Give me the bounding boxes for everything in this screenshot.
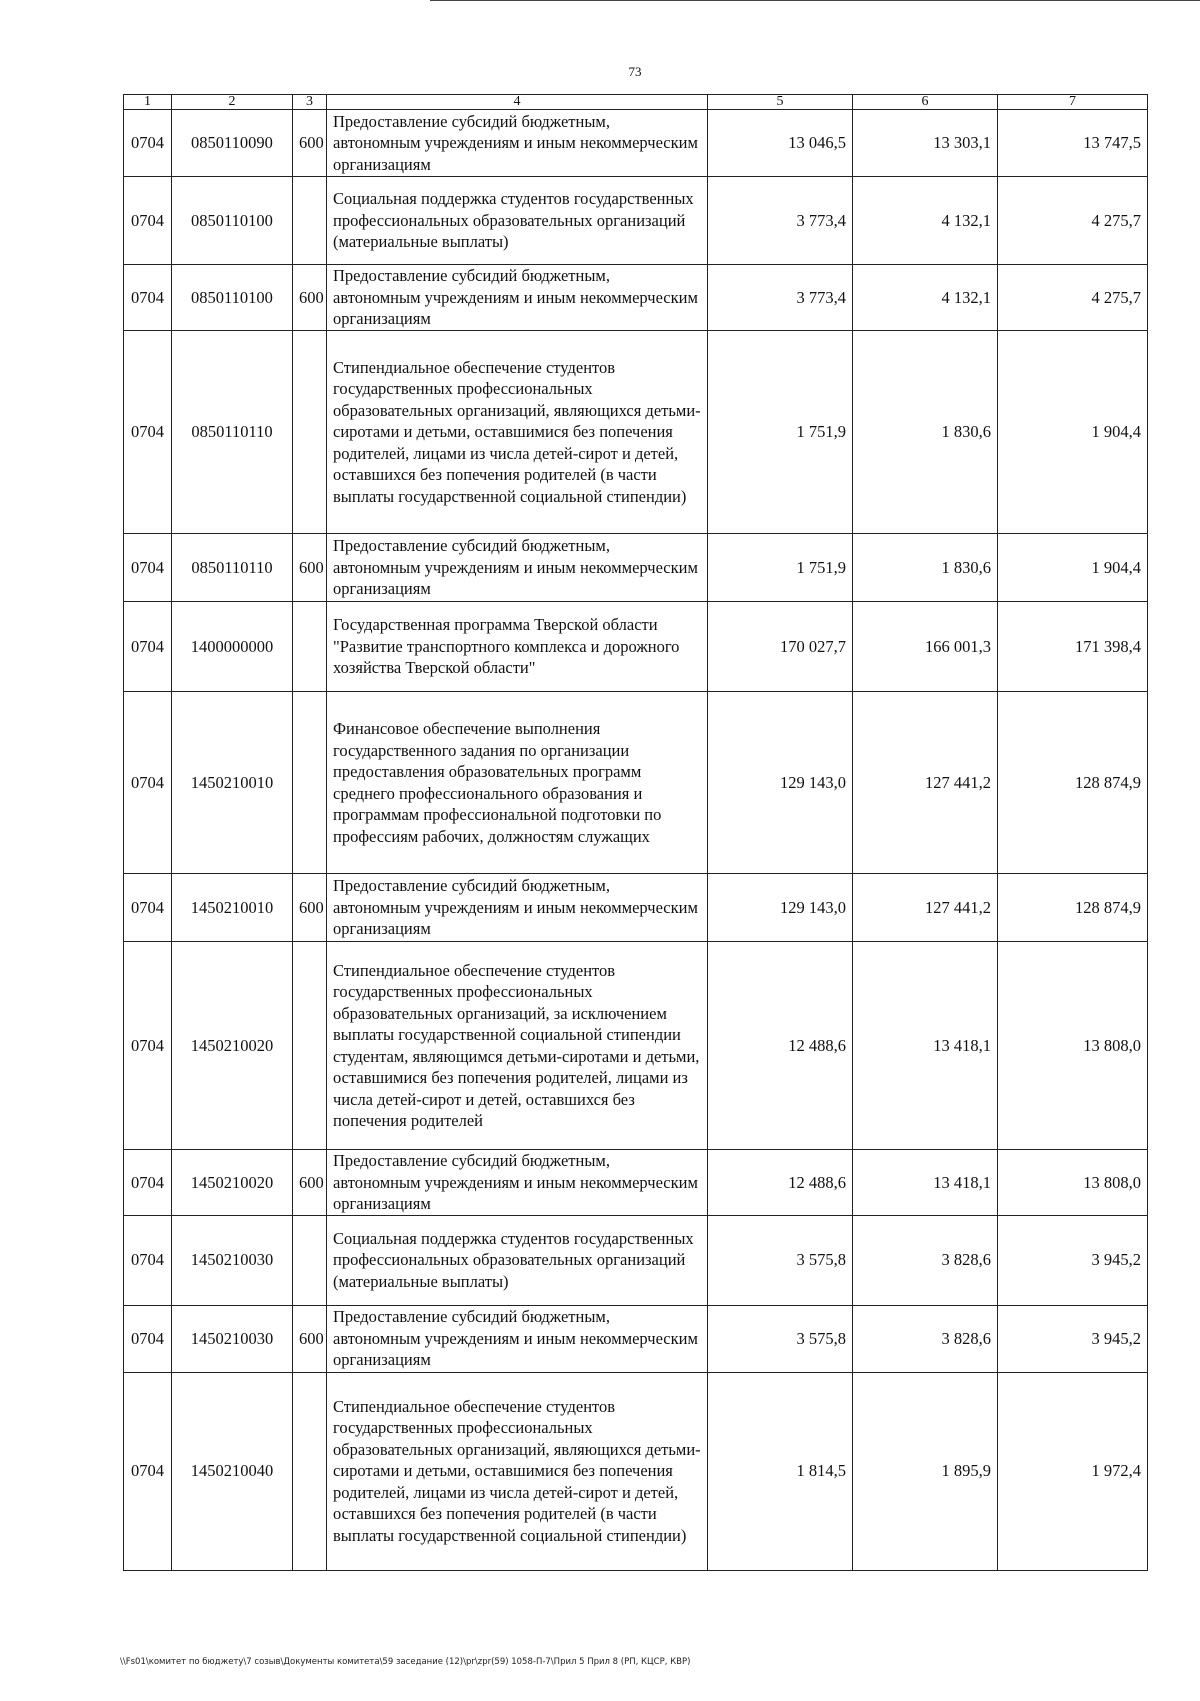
- amount-year-2-cell: 127 441,2: [853, 692, 998, 874]
- amount-year-3-cell: 128 874,9: [998, 874, 1148, 942]
- table-row: [124, 692, 1148, 874]
- target-article-code-cell: 1450210020: [172, 942, 293, 1150]
- amount-year-1-cell: 129 143,0: [708, 692, 853, 874]
- expense-type-code-cell: 600: [293, 534, 327, 602]
- expense-type-code-cell: [293, 1215, 327, 1305]
- section-code-cell: 0704: [124, 942, 172, 1150]
- item-name-cell: Государственная программа Тверской области "Развитие транспортного комплекса и дорожного хозяйства Тверской области": [327, 602, 708, 692]
- amount-year-3-cell: 3 945,2: [998, 1215, 1148, 1305]
- table-row: [124, 1215, 1148, 1305]
- table-row: [124, 177, 1148, 265]
- amount-year-2-cell: 4 132,1: [853, 177, 998, 265]
- expense-type-code-cell: [293, 331, 327, 534]
- amount-year-3-cell: 13 808,0: [998, 942, 1148, 1150]
- section-code-cell: 0704: [124, 331, 172, 534]
- amount-year-2-cell: 3 828,6: [853, 1215, 998, 1305]
- target-article-code-cell: 0850110110: [172, 534, 293, 602]
- scan-edge-line: [430, 0, 1200, 1]
- amount-year-2-cell: 166 001,3: [853, 602, 998, 692]
- table-body: [124, 110, 1148, 1571]
- target-article-code-cell: 1400000000: [172, 602, 293, 692]
- amount-year-2-cell: 1 830,6: [853, 534, 998, 602]
- item-name-cell: Финансовое обеспечение выполнения государственного задания по организации предоставления образовательных программ среднего профессионального образования и программам профессиональной подготовки по профессиям рабочих, должностям служащих: [327, 692, 708, 874]
- column-header: 4: [327, 95, 708, 110]
- expense-type-code-cell: 600: [293, 1305, 327, 1372]
- amount-year-3-cell: 4 275,7: [998, 265, 1148, 331]
- amount-year-1-cell: 3 773,4: [708, 177, 853, 265]
- expense-type-code-cell: 600: [293, 874, 327, 942]
- table-row: [124, 265, 1148, 331]
- table-row: [124, 874, 1148, 942]
- item-name-cell: Предоставление субсидий бюджетным, автономным учреждениям и иным некоммерческим организациям: [327, 1305, 708, 1372]
- amount-year-3-cell: 13 808,0: [998, 1150, 1148, 1216]
- page-number: 73: [628, 64, 642, 79]
- amount-year-2-cell: 13 418,1: [853, 1150, 998, 1216]
- table-row: [124, 331, 1148, 534]
- file-path-footer: \\Fs01\комитет по бюджету\7 созыв\Документы комитета\59 заседание (12)\pr\zpr(59) 1058-П-7\Прил 5 Прил 8 (РП, КЦСР, КВР): [120, 1657, 691, 1667]
- target-article-code-cell: 0850110090: [172, 110, 293, 177]
- amount-year-2-cell: 13 418,1: [853, 942, 998, 1150]
- amount-year-2-cell: 13 303,1: [853, 110, 998, 177]
- amount-year-1-cell: 12 488,6: [708, 942, 853, 1150]
- table-row: [124, 1372, 1148, 1570]
- section-code-cell: 0704: [124, 1150, 172, 1216]
- column-header: 2: [172, 95, 293, 110]
- amount-year-3-cell: 13 747,5: [998, 110, 1148, 177]
- target-article-code-cell: 1450210010: [172, 692, 293, 874]
- item-name-cell: Предоставление субсидий бюджетным, автономным учреждениям и иным некоммерческим организациям: [327, 265, 708, 331]
- amount-year-2-cell: 3 828,6: [853, 1305, 998, 1372]
- amount-year-1-cell: 3 575,8: [708, 1305, 853, 1372]
- table-row: [124, 942, 1148, 1150]
- section-code-cell: 0704: [124, 602, 172, 692]
- target-article-code-cell: 1450210030: [172, 1215, 293, 1305]
- amount-year-2-cell: 1 830,6: [853, 331, 998, 534]
- target-article-code-cell: 0850110100: [172, 265, 293, 331]
- amount-year-1-cell: 1 814,5: [708, 1372, 853, 1570]
- amount-year-3-cell: 3 945,2: [998, 1305, 1148, 1372]
- amount-year-3-cell: 1 904,4: [998, 331, 1148, 534]
- section-code-cell: 0704: [124, 1305, 172, 1372]
- section-code-cell: 0704: [124, 1215, 172, 1305]
- item-name-cell: Предоставление субсидий бюджетным, автономным учреждениям и иным некоммерческим организациям: [327, 1150, 708, 1216]
- amount-year-2-cell: 4 132,1: [853, 265, 998, 331]
- amount-year-2-cell: 127 441,2: [853, 874, 998, 942]
- amount-year-1-cell: 129 143,0: [708, 874, 853, 942]
- column-header: 6: [853, 95, 998, 110]
- section-code-cell: 0704: [124, 177, 172, 265]
- amount-year-1-cell: 3 575,8: [708, 1215, 853, 1305]
- expense-type-code-cell: 600: [293, 265, 327, 331]
- table-row: [124, 1150, 1148, 1216]
- expense-type-code-cell: [293, 1372, 327, 1570]
- item-name-cell: Социальная поддержка студентов государственных профессиональных образовательных организаций (материальные выплаты): [327, 177, 708, 265]
- target-article-code-cell: 1450210020: [172, 1150, 293, 1216]
- amount-year-1-cell: 1 751,9: [708, 534, 853, 602]
- expense-type-code-cell: 600: [293, 110, 327, 177]
- section-code-cell: 0704: [124, 265, 172, 331]
- target-article-code-cell: 0850110100: [172, 177, 293, 265]
- amount-year-3-cell: 1 904,4: [998, 534, 1148, 602]
- table-row: [124, 602, 1148, 692]
- item-name-cell: Предоставление субсидий бюджетным, автономным учреждениям и иным некоммерческим организациям: [327, 874, 708, 942]
- target-article-code-cell: 0850110110: [172, 331, 293, 534]
- expense-type-code-cell: [293, 942, 327, 1150]
- amount-year-3-cell: 1 972,4: [998, 1372, 1148, 1570]
- target-article-code-cell: 1450210030: [172, 1305, 293, 1372]
- section-code-cell: 0704: [124, 110, 172, 177]
- column-number-row: [124, 95, 1148, 110]
- item-name-cell: Стипендиальное обеспечение студентов государственных профессиональных образовательных организаций, являющихся детьми-сиротами и детьми, оставшимися без попечения родителей, лицами из числа детей-сирот и детей, оставшихся без попечения родителей (в части выплаты государственной социальной стипендии): [327, 1372, 708, 1570]
- section-code-cell: 0704: [124, 874, 172, 942]
- amount-year-1-cell: 3 773,4: [708, 265, 853, 331]
- amount-year-2-cell: 1 895,9: [853, 1372, 998, 1570]
- column-header: 7: [998, 95, 1148, 110]
- amount-year-3-cell: 171 398,4: [998, 602, 1148, 692]
- table-row: [124, 1305, 1148, 1372]
- amount-year-1-cell: 12 488,6: [708, 1150, 853, 1216]
- expense-type-code-cell: [293, 602, 327, 692]
- table-row: [124, 534, 1148, 602]
- item-name-cell: Предоставление субсидий бюджетным, автономным учреждениям и иным некоммерческим организациям: [327, 110, 708, 177]
- expense-type-code-cell: 600: [293, 1150, 327, 1216]
- target-article-code-cell: 1450210010: [172, 874, 293, 942]
- item-name-cell: Предоставление субсидий бюджетным, автономным учреждениям и иным некоммерческим организациям: [327, 534, 708, 602]
- section-code-cell: 0704: [124, 692, 172, 874]
- amount-year-1-cell: 13 046,5: [708, 110, 853, 177]
- column-header: 3: [293, 95, 327, 110]
- item-name-cell: Стипендиальное обеспечение студентов государственных профессиональных образовательных организаций, являющихся детьми-сиротами и детьми, оставшимися без попечения родителей, лицами из числа детей-сирот и детей, оставшихся без попечения родителей (в части выплаты государственной социальной стипендии): [327, 331, 708, 534]
- expense-type-code-cell: [293, 177, 327, 265]
- table-row: [124, 110, 1148, 177]
- section-code-cell: 0704: [124, 534, 172, 602]
- amount-year-3-cell: 128 874,9: [998, 692, 1148, 874]
- section-code-cell: 0704: [124, 1372, 172, 1570]
- column-header: 1: [124, 95, 172, 110]
- budget-table: [123, 94, 1148, 1571]
- item-name-cell: Социальная поддержка студентов государственных профессиональных образовательных организаций (материальные выплаты): [327, 1215, 708, 1305]
- expense-type-code-cell: [293, 692, 327, 874]
- target-article-code-cell: 1450210040: [172, 1372, 293, 1570]
- item-name-cell: Стипендиальное обеспечение студентов государственных профессиональных образовательных организаций, за исключением выплаты государственной социальной стипендии студентам, являющимся детьми-сиротами и детьми, оставшимися без попечения родителей, лицами из числа детей-сирот и детей, оставшихся без попечения родителей: [327, 942, 708, 1150]
- amount-year-1-cell: 1 751,9: [708, 331, 853, 534]
- column-header: 5: [708, 95, 853, 110]
- amount-year-1-cell: 170 027,7: [708, 602, 853, 692]
- amount-year-3-cell: 4 275,7: [998, 177, 1148, 265]
